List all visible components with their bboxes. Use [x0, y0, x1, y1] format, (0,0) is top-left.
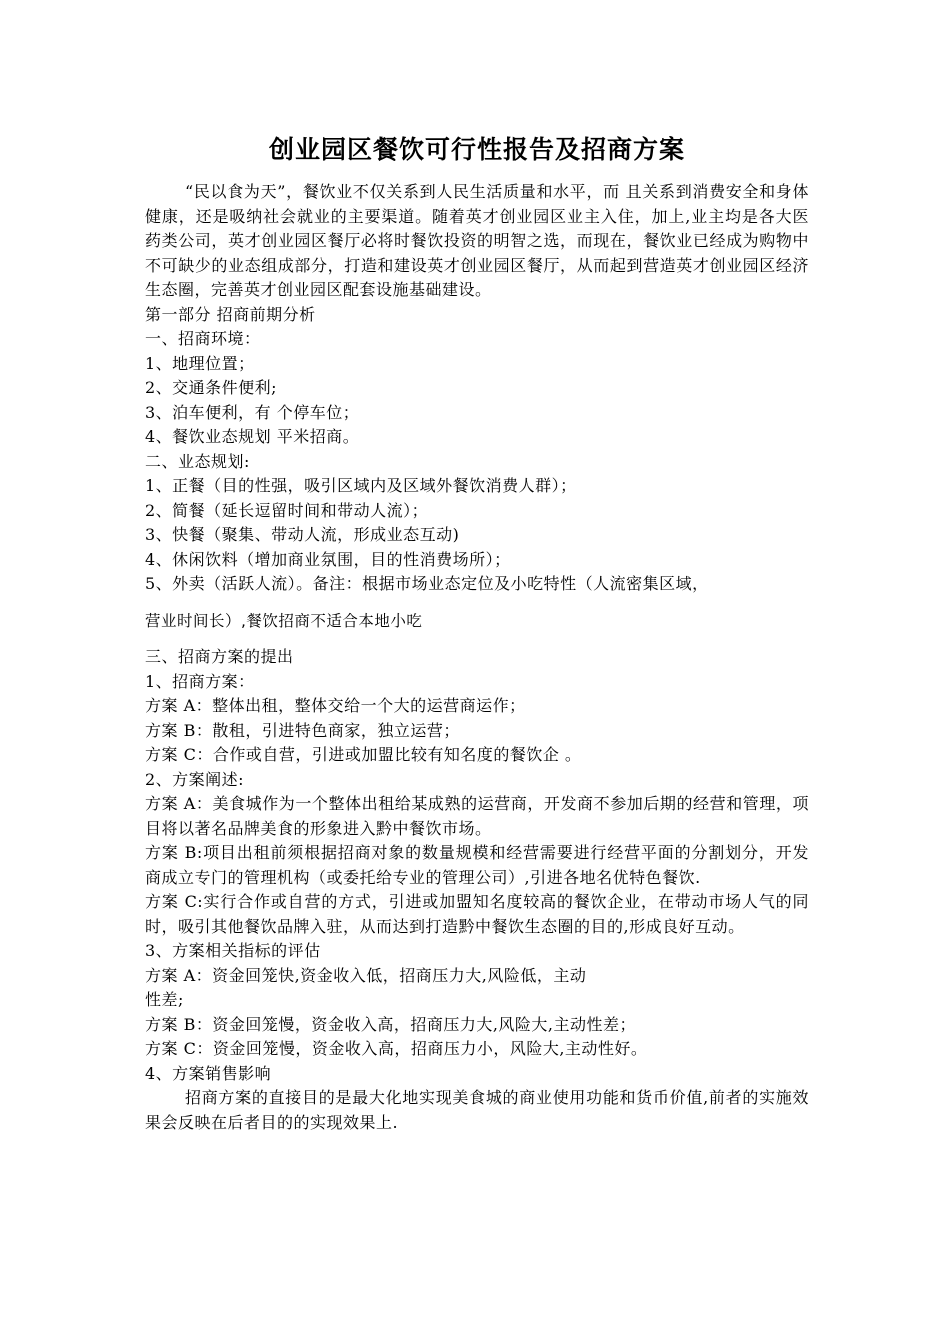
text-line: 2、交通条件便利;: [145, 378, 278, 397]
text-line: 1、地理位置；: [145, 353, 255, 373]
plan-b-paragraph: 方案 B:项目出租前须根据招商对象的数量规模和经营需要进行经营平面的分割划分，开发商成立专门的管理机构（或委托给专业的管理公司）,引进各地名优特色餐饮.: [145, 843, 809, 887]
text-line: 方案 B：散租，引进特色商家，独立运营；: [145, 720, 460, 740]
text-line: 方案 C：合作或自营，引进或加盟比较有知名度的餐饮企 。: [145, 745, 582, 764]
closing-paragraph: 招商方案的直接目的是最大化地实现美食城的商业使用功能和货币价值,前者的实施效果会反映在后者目的的实现效果上.: [145, 1088, 809, 1132]
plan-c-paragraph: 方案 C:实行合作或自营的方式，引进或加盟知名度较高的餐饮企业，在带动市场人气的同时，吸引其他餐饮品牌入驻，从而达到打造黔中餐饮生态圈的目的,形成良好互动。: [145, 892, 809, 936]
evaluation-lines: [145, 939, 809, 1086]
text-line: 三、招商方案的提出: [145, 647, 294, 666]
document-title: 创业园区餐饮可行性报告及招商方案: [268, 135, 685, 164]
text-line: 1、正餐（目的性强，吸引区域内及区域外餐饮消费人群）；: [145, 476, 577, 495]
text-line: 性差;: [145, 990, 184, 1009]
intro-paragraph: “民以食为天”，餐饮业不仅关系到人民生活质量和水平，而 且关系到消费安全和身体健康，还是吸纳社会就业的主要渠道。随着英才创业园区业主入住，加上,业主均是各大医药类公司，英才创业园区餐厅必将时餐饮投资的明智之选，而现在，餐饮业已经成为购物中不可缺少的业态组成部分，打造和建设英才创业园区餐厅，从而起到营造英才创业园区经济生态圈，完善英才创业园区配套设施基础建设。: [145, 182, 809, 299]
text-line: 方案 C：资金回笼慢，资金收入高，招商压力小，风险大,主动性好。: [145, 1039, 648, 1058]
text-line: 二、业态规划:: [145, 451, 250, 471]
document-page: [145, 130, 809, 1135]
text-line: 方案 A：整体出租，整体交给一个大的运营商运作；: [145, 696, 526, 715]
text-line: 4、休闲饮料（增加商业氛围，目的性消费场所）；: [145, 549, 511, 569]
text-line: 一、招商环境：: [145, 329, 261, 348]
text-line: 方案 B：资金回笼慢，资金收入高，招商压力大,风险大,主动性差；: [145, 1014, 637, 1034]
text-line: 第一部分 招商前期分析: [145, 304, 316, 324]
text-line: 4、方案销售影响: [145, 1063, 272, 1083]
section-one-lines: [145, 303, 809, 597]
text-line: 2、简餐（延长逗留时间和带动人流）；: [145, 500, 429, 520]
text-line: 3、泊车便利，有 个停车位；: [145, 402, 360, 422]
text-line: 方案 A：资金回笼快,资金收入低，招商压力大,风险低，主动: [145, 965, 587, 985]
text-line: 1、招商方案：: [145, 671, 255, 691]
text-line: 3、方案相关指标的评估: [145, 941, 321, 960]
section-three-lines: [145, 645, 809, 792]
business-hours-note: 营业时间长）,餐饮招商不适合本地小吃: [145, 611, 423, 630]
text-line: 4、餐饮业态规划 平米招商。: [145, 427, 360, 446]
text-line: 3、快餐（聚集、带动人流，形成业态互动): [145, 525, 460, 544]
plan-a-paragraph: 方案 A：美食城作为一个整体出租给某成熟的运营商，开发商不参加后期的经营和管理，项目将以著名品牌美食的形象进入黔中餐饮市场。: [145, 794, 809, 838]
text-line: 5、外卖（活跃人流）。备注：根据市场业态定位及小吃特性（人流密集区域，: [145, 574, 709, 593]
text-line: 2、方案阐述:: [145, 769, 245, 789]
